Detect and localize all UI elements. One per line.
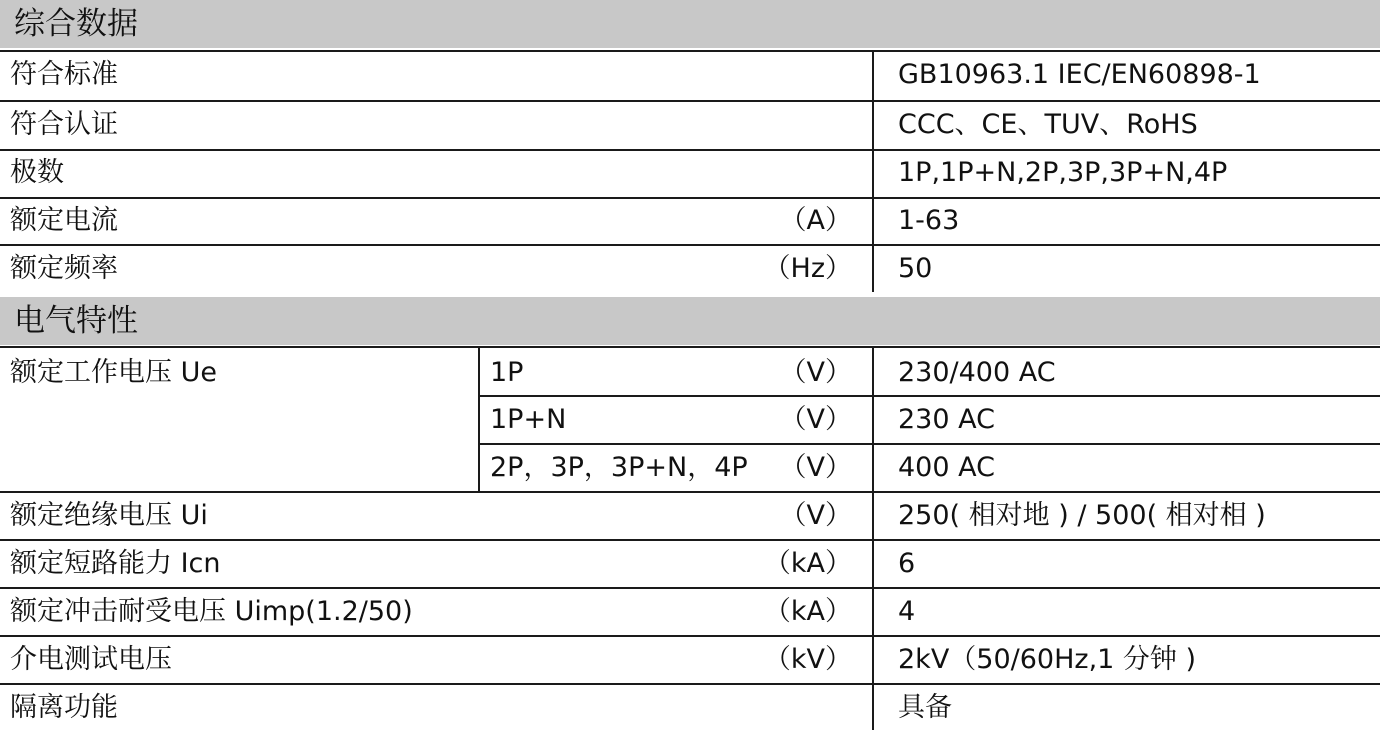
- sub-row-poles: 1P+N: [490, 404, 567, 435]
- row-divider: [0, 149, 1380, 151]
- row-unit: （kA）: [763, 596, 852, 627]
- row-label: 额定频率: [10, 253, 118, 284]
- sub-row-unit: （V）: [779, 452, 852, 483]
- row-label: 额定冲击耐受电压 Uimp(1.2/50): [10, 596, 413, 627]
- row-divider: [0, 587, 1380, 589]
- row-label: 额定短路能力 Icn: [10, 548, 221, 579]
- section-title: 电气特性: [14, 303, 138, 339]
- row-divider: [0, 635, 1380, 637]
- row-value: 1-63: [898, 205, 960, 236]
- row-unit: （kV）: [763, 644, 852, 675]
- row-unit: （V）: [779, 500, 852, 531]
- section-header-electrical: [0, 297, 1380, 345]
- column-divider: [872, 50, 874, 292]
- row-divider: [0, 197, 1380, 199]
- row-label: 介电测试电压: [10, 644, 172, 675]
- sub-column-divider: [478, 346, 480, 491]
- row-value: 250( 相对地 ) / 500( 相对相 ): [898, 500, 1266, 531]
- row-divider: [0, 683, 1380, 685]
- row-unit: （Hz）: [763, 253, 852, 284]
- sub-row-value: 400 AC: [898, 452, 995, 483]
- row-value: 50: [898, 253, 933, 284]
- header-divider: [872, 0, 874, 8]
- sub-row-divider: [478, 443, 1380, 445]
- row-divider: [0, 244, 1380, 246]
- sub-row-unit: （V）: [779, 404, 852, 435]
- row-label: 额定工作电压 Ue: [10, 357, 217, 388]
- sub-row-poles: 2P，3P，3P+N，4P: [490, 452, 748, 483]
- section-title: 综合数据: [14, 6, 138, 42]
- row-divider: [0, 346, 1380, 348]
- row-divider: [0, 50, 1380, 52]
- row-unit: （kA）: [763, 548, 852, 579]
- row-label: 额定绝缘电压 Ui: [10, 500, 208, 531]
- row-label: 符合认证: [10, 109, 118, 140]
- sub-row-poles: 1P: [490, 357, 524, 388]
- row-value: 具备: [898, 692, 952, 723]
- sub-row-value: 230/400 AC: [898, 357, 1056, 388]
- row-value: CCC、CE、TUV、RoHS: [898, 109, 1198, 140]
- row-label: 符合标准: [10, 59, 118, 90]
- row-divider: [0, 491, 1380, 493]
- row-value: GB10963.1 IEC/EN60898-1: [898, 59, 1261, 90]
- sub-row-value: 230 AC: [898, 404, 995, 435]
- row-value: 4: [898, 596, 916, 627]
- row-unit: （A）: [779, 205, 852, 236]
- row-divider: [0, 100, 1380, 102]
- column-divider: [872, 346, 874, 730]
- sub-row-unit: （V）: [779, 357, 852, 388]
- row-label: 额定电流: [10, 205, 118, 236]
- row-value: 1P,1P+N,2P,3P,3P+N,4P: [898, 157, 1228, 188]
- row-value: 2kV（50/60Hz,1 分钟 ): [898, 644, 1197, 675]
- section-header-general: [0, 0, 1380, 48]
- sub-row-divider: [478, 395, 1380, 397]
- row-label: 隔离功能: [10, 692, 118, 723]
- row-label: 极数: [10, 157, 64, 188]
- row-value: 6: [898, 548, 916, 579]
- row-divider: [0, 539, 1380, 541]
